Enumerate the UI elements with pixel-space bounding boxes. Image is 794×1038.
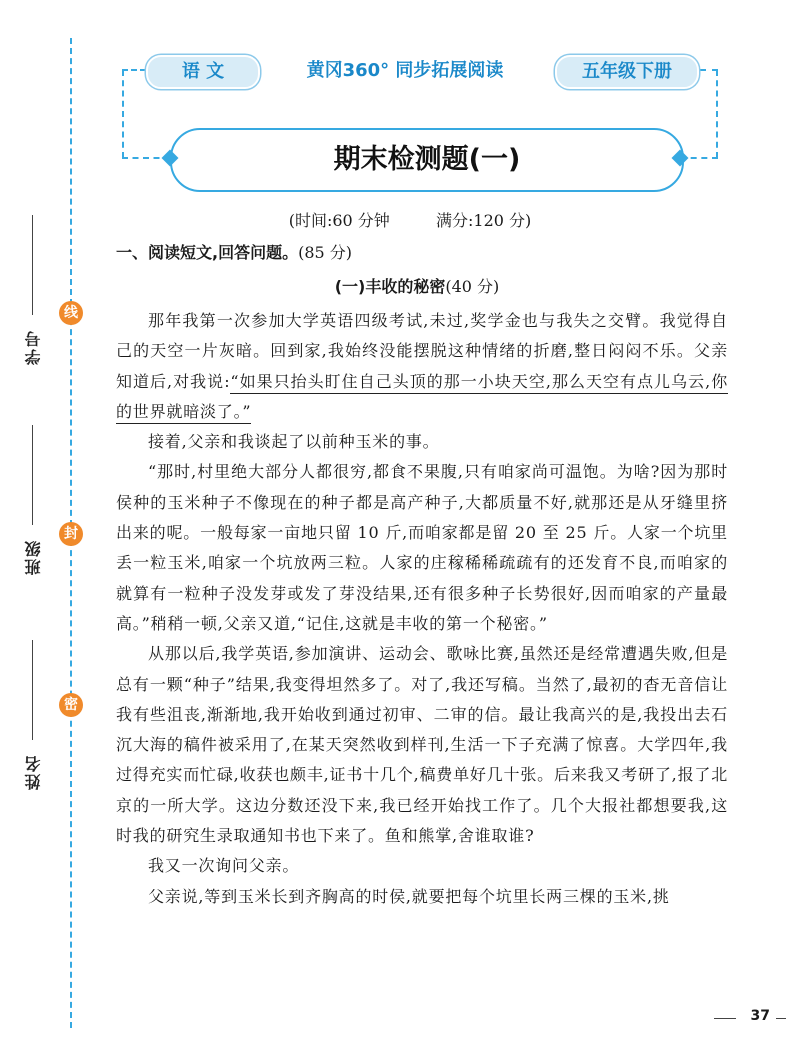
passage-points: (40 分) xyxy=(445,277,500,296)
page-number: 37 xyxy=(750,1008,770,1024)
seal-secret-mark: 密 xyxy=(59,693,83,717)
passage-body xyxy=(116,306,728,912)
page-number-rule-left xyxy=(714,1018,736,1019)
name-field[interactable] xyxy=(20,640,48,790)
paragraph-1 xyxy=(116,306,728,427)
passage-title xyxy=(0,274,794,297)
class-blank[interactable] xyxy=(32,425,33,525)
paragraph-6: 父亲说,等到玉米长到齐胸高的时侯,就要把每个坑里长两三棵的玉米,挑 xyxy=(148,886,670,906)
grade-badge: 五年级下册 xyxy=(555,55,699,89)
section-heading-text: 一、阅读短文,回答问题。 xyxy=(116,243,299,262)
seal-line-mark: 线 xyxy=(59,301,83,325)
header-right-connector xyxy=(716,70,718,158)
series-title: 黄冈360° 同步拓展阅读 xyxy=(306,60,504,81)
section-heading xyxy=(116,240,352,263)
name-blank[interactable] xyxy=(32,640,33,740)
class-field[interactable] xyxy=(20,425,48,575)
exam-meta xyxy=(240,208,580,231)
paragraph-1-text: 那年我第一次参加大学英语四级考试,未过,奖学金也与我失之交臂。我觉得自己的天空一片灰暗。回到家,我始终没能摆脱这种情绪的折磨,整日闷闷不乐。父亲知道后,对我说: xyxy=(116,311,728,391)
section-points: (85 分) xyxy=(298,243,353,262)
passage-title-text: (一)丰收的秘密 xyxy=(334,277,446,296)
subject-badge: 语 文 xyxy=(146,55,260,89)
underlined-quote: “如果只抬头盯住自己头顶的那一小块天空,那么天空有点儿乌云,你的世界就暗淡了。” xyxy=(116,372,728,424)
exam-title: 期末检测题(一) xyxy=(170,128,684,192)
header-left-connector xyxy=(122,70,124,158)
header-right-dash xyxy=(700,69,718,71)
student-id-label: 学号 xyxy=(24,329,43,365)
paragraph-5: 我又一次询问父亲。 xyxy=(148,856,300,876)
paragraph-4: 从那以后,我学英语,参加演讲、运动会、歌咏比赛,虽然还是经常遭遇失败,但是总有一颗“种子”结果,我变得坦然多了。对了,我还写稿。当然了,最初的杳无音信让我有些沮丧,渐渐地,我开始收到通过初审、二审的信。最让我高兴的是,我投出去石沉大海的稿件被采用了,在某天突然收到样刊,生活一下子充满了惊喜。大学四年,我过得充实而忙碌,收获也颇丰,证书十几个,稿费单好几十张。后来我又考研了,报了北京的一所大学。这边分数还没下来,我已经开始找工作了。几个大报社都想要我,这时我的研究生录取通知书也下来了。鱼和熊掌,舍谁取谁? xyxy=(116,644,728,846)
student-id-blank[interactable] xyxy=(32,215,33,315)
paragraph-2: 接着,父亲和我谈起了以前种玉米的事。 xyxy=(148,432,440,452)
paragraph-3: “那时,村里绝大部分人都很穷,都食不果腹,只有咱家尚可温饱。为啥?因为那时侯种的玉米种子不像现在的种子都是高产种子,大都质量不好,就那还是从牙缝里挤出来的呢。一般每家一亩地只留 10 斤,而咱家都是留 20 至 25 斤。人家一个坑里丢一粒玉米,咱家一个坑放两三粒。人家的庄稼稀稀疏疏有的还发育不良,而咱家的就算有一粒种子没发芽或发了芽没结果,还有很多种子长势很好,因而咱家的产量最高。”稍稍一顿,父亲又道,“记住,这就是丰收的第一个秘密。” xyxy=(116,462,728,633)
header-left-dash xyxy=(122,69,146,71)
seal-seal-mark: 封 xyxy=(59,522,83,546)
class-label: 班级 xyxy=(24,539,43,575)
exam-time: (时间:60 分钟 xyxy=(288,211,390,230)
exam-full-score: 满分:120 分) xyxy=(436,211,532,230)
page-number-rule-right xyxy=(776,1018,786,1019)
name-label: 姓名 xyxy=(24,754,43,790)
